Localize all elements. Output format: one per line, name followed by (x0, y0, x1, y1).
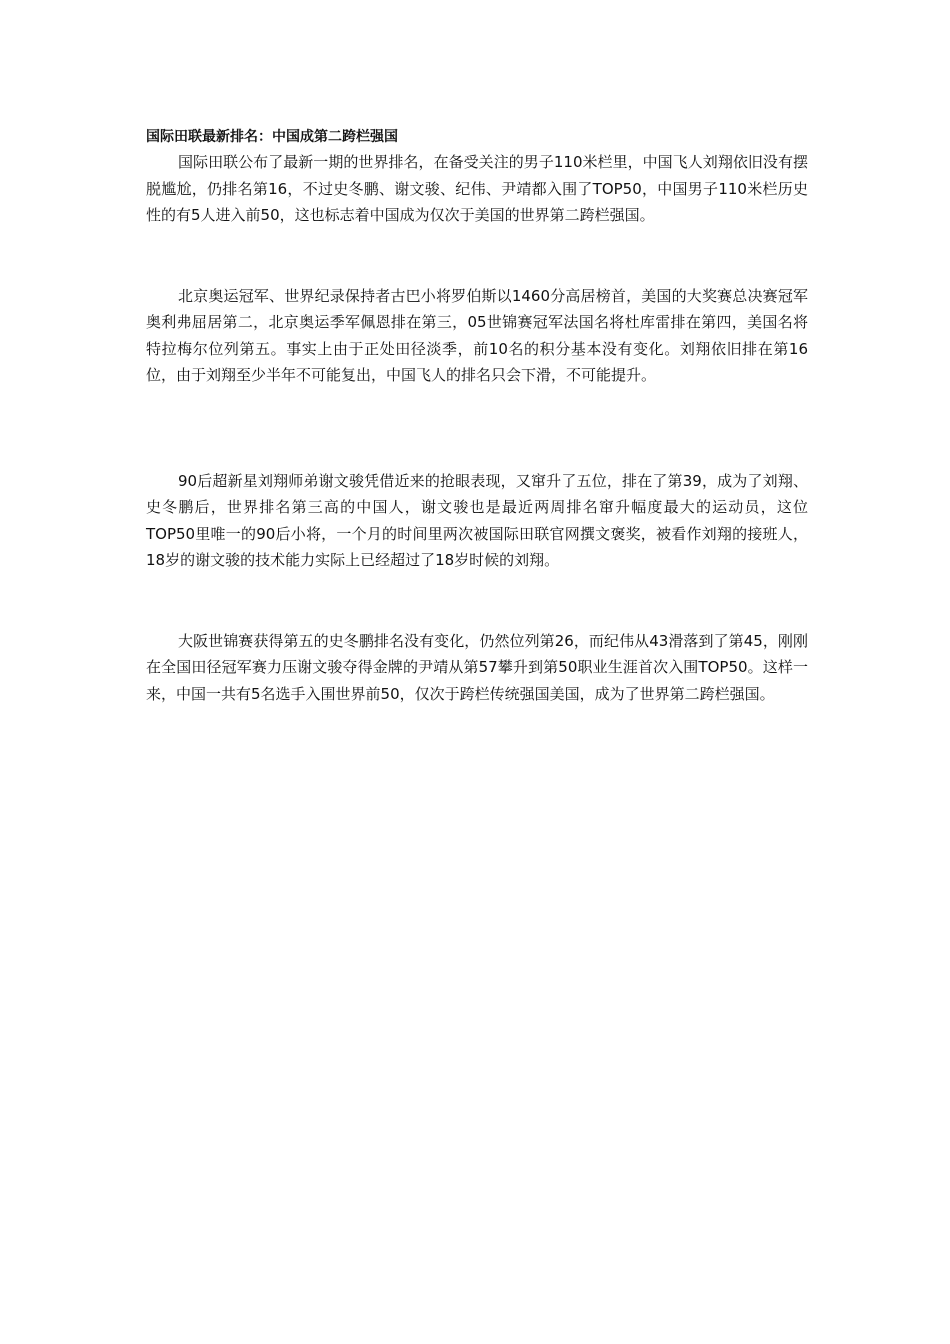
paragraph-2: 北京奥运冠军、世界纪录保持者古巴小将罗伯斯以1460分高居榜首，美国的大奖赛总决赛冠军奥利弗屈居第二，北京奥运季军佩恩排在第三，05世锦赛冠军法国名将杜库雷排在第四，美国名将特拉梅尔位列第五。事实上由于正处田径淡季，前10名的积分基本没有变化。刘翔依旧排在第16位，由于刘翔至少半年不可能复出，中国飞人的排名只会下滑，不可能提升。 (146, 286, 808, 384)
paragraph-3: 90后超新星刘翔师弟谢文骏凭借近来的抢眼表现，又窜升了五位，排在了第39，成为了刘翔、史冬鹏后，世界排名第三高的中国人，谢文骏也是最近两周排名窜升幅度最大的运动员，这位TOP50里唯一的90后小将，一个月的时间里两次被国际田联官网撰文褒奖，被看作刘翔的接班人，18岁的谢文骏的技术能力实际上已经超过了18岁时候的刘翔。 (146, 471, 808, 569)
article-body (146, 126, 808, 707)
paragraph-4: 大阪世锦赛获得第五的史冬鹏排名没有变化，仍然位列第26，而纪伟从43滑落到了第45，刚刚在全国田径冠军赛力压谢文骏夺得金牌的尹靖从第57攀升到第50职业生涯首次入围TOP50。这样一来，中国一共有5名选手入围世界前50，仅次于跨栏传统强国美国，成为了世界第二跨栏强国。 (146, 631, 808, 703)
paragraph-1: 国际田联公布了最新一期的世界排名，在备受关注的男子110米栏里，中国飞人刘翔依旧没有摆脱尴尬，仍排名第16，不过史冬鹏、谢文骏、纪伟、尹靖都入围了TOP50，中国男子110米栏历史性的有5人进入前50，这也标志着中国成为仅次于美国的世界第二跨栏强国。 (146, 153, 808, 224)
article-title: 国际田联最新排名：中国成第二跨栏强国 (146, 129, 398, 145)
